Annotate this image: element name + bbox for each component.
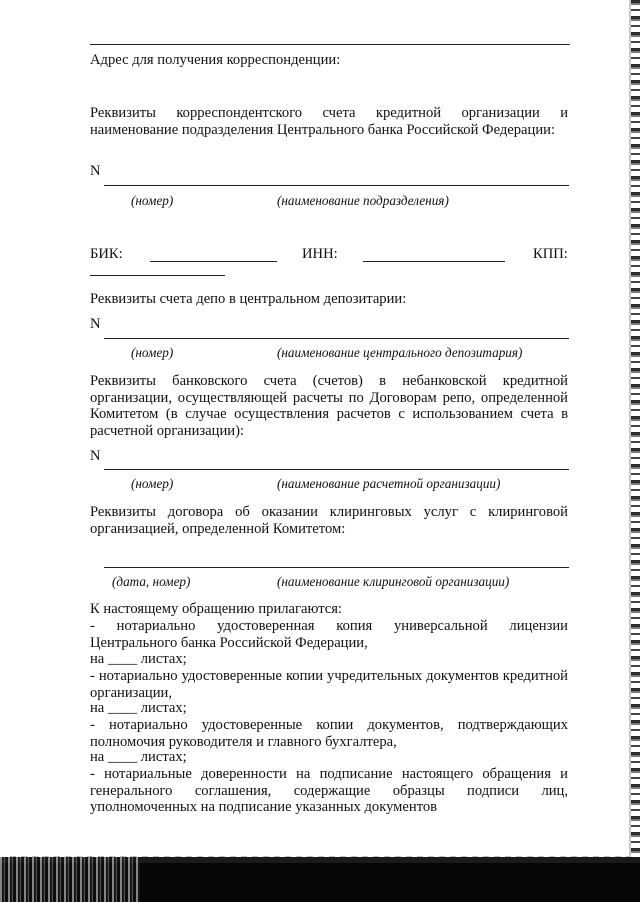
corr-hint-number: (номер) [131, 193, 174, 208]
bank-hint-name: (наименование расчетной организации) [277, 476, 501, 491]
bank-hint-number: (номер) [131, 476, 174, 491]
attachment-item-charter: - нотариально удостоверенные копии учредительных документов кредитной организации, [90, 668, 568, 701]
inn-underline [363, 261, 505, 262]
clearing-heading: Реквизиты договора об оказании клиринговых услуг с клиринговой организацией, определенной Комитетом: [90, 504, 568, 537]
attachment-sheets-2: на ____ листах; [90, 700, 187, 716]
bik-underline [150, 261, 277, 262]
top-rule [90, 44, 570, 45]
depo-heading: Реквизиты счета депо в центральном депозитарии: [90, 291, 407, 307]
inn-label: ИНН: [302, 246, 338, 262]
bank-n-label: N [90, 448, 101, 464]
clearing-underline [104, 567, 569, 568]
attachment-item-power-of-attorney: - нотариальные доверенности на подписание настоящего обращения и генерального соглашения, содержащие образцы подписи лиц, уполномоченных на подписание указанных документов [90, 766, 568, 815]
kpp-underline [90, 275, 225, 276]
corr-account-heading: Реквизиты корреспондентского счета кредитной организации и наименование подразделения Центрального банка Российской Федерации: [90, 105, 568, 138]
clearing-hint-date: (дата, номер) [112, 574, 191, 589]
depo-underline [104, 338, 569, 339]
depo-hint-name: (наименование центрального депозитария) [277, 345, 523, 360]
attachment-item-authority: - нотариально удостоверенные копии документов, подтверждающих полномочия руководителя и главного бухгалтера, [90, 717, 568, 750]
corr-n-label: N [90, 163, 101, 179]
depo-hint-number: (номер) [131, 345, 174, 360]
bank-account-heading: Реквизиты банковского счета (счетов) в небанковской кредитной организации, осуществляющей расчеты по Договорам репо, определенной Комитетом (в случае осуществления расчетов с использованием счета в расчетной организации): [90, 373, 568, 439]
clearing-hint-name: (наименование клиринговой организации) [277, 574, 510, 589]
attachment-sheets-3: на ____ листах; [90, 749, 187, 765]
scan-bottom-speckle [0, 857, 140, 902]
bank-underline [104, 469, 569, 470]
corr-hint-name: (наименование подразделения) [277, 193, 449, 208]
attachment-sheets-1: на ____ листах; [90, 651, 187, 667]
attachments-heading: К настоящему обращению прилагаются: [90, 601, 342, 617]
depo-n-label: N [90, 316, 101, 332]
kpp-label: КПП: [533, 246, 568, 262]
attachment-item-license: - нотариально удостоверенная копия универсальной лицензии Центрального банка Российской Федерации, [90, 618, 568, 651]
scan-edge-right [631, 0, 640, 902]
address-label: Адрес для получения корреспонденции: [90, 52, 341, 68]
bik-label: БИК: [90, 246, 123, 262]
corr-underline [104, 185, 569, 186]
